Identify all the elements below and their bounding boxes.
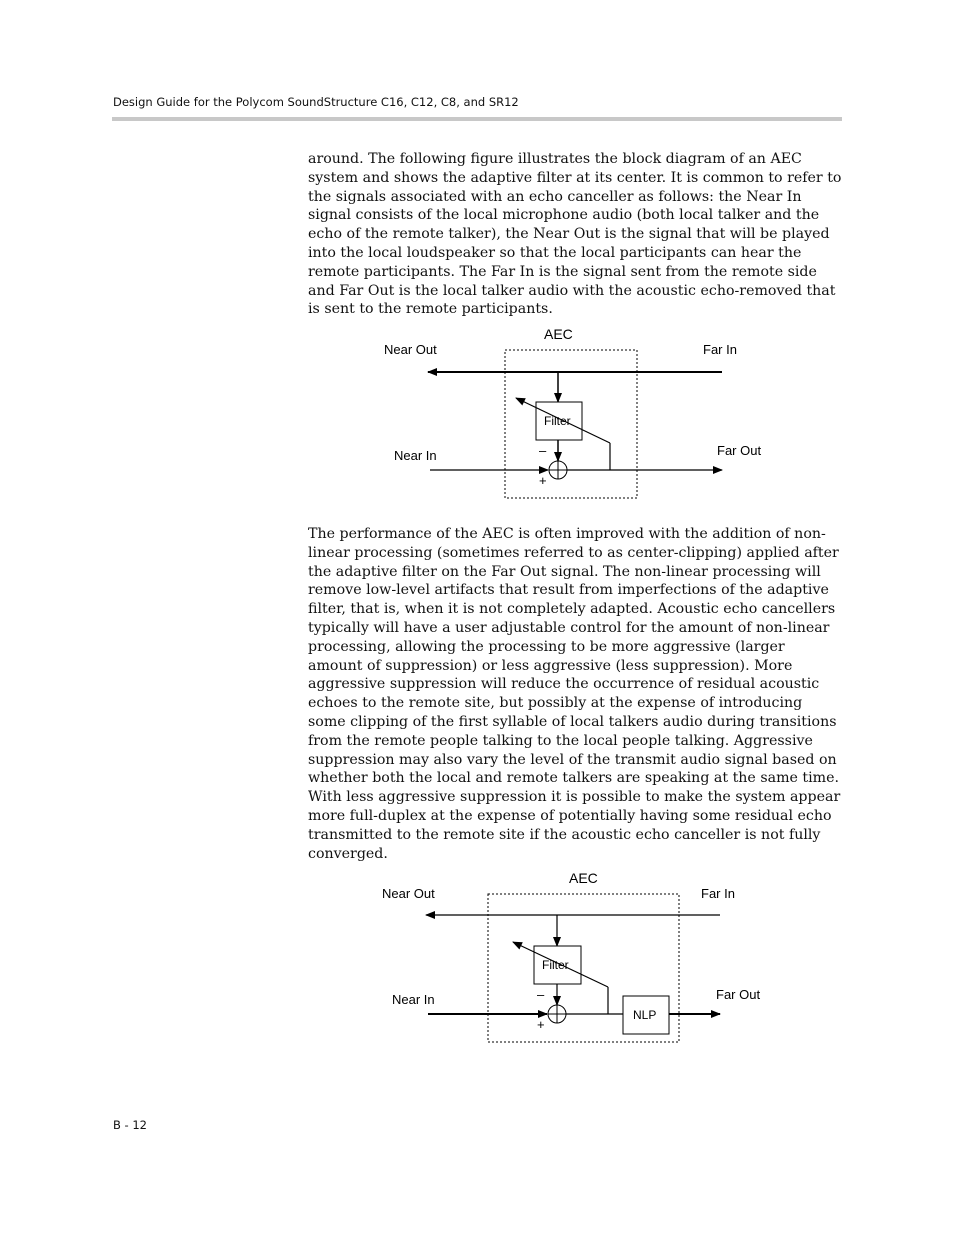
plus-sign: + [537,1017,545,1032]
page-number: B - 12 [113,1118,147,1132]
header-rule [112,117,842,121]
paragraph-aec-intro: around. The following figure illustrates the block diagram of an AEC system and shows the adaptive filter at its center. It is common to refer to the signals associated with an echo canceller as follows: the Near In signal consists of the local microphone audio (both local talker and the echo of the remote talker), the Near Out is the signal that will be played into the local loudspeaker so that the local participants can hear the remote participants. The Far In is the signal sent from the remote side and Far Out is the local talker audio with the acoustic echo-removed that is sent to the remote participants. [308,151,842,318]
near-out-label: Near Out [384,342,437,357]
near-in-label: Near In [392,992,435,1007]
near-out-label: Near Out [382,886,435,901]
nlp-label: NLP [633,1008,657,1022]
far-in-label: Far In [701,886,735,901]
minus-sign: – [537,987,545,1002]
filter-label: Filter [544,414,571,428]
aec-title: AEC [569,870,598,886]
aec-block-diagram [370,320,762,505]
aec-title: AEC [544,326,573,342]
running-header: Design Guide for the Polycom SoundStructure C16, C12, C8, and SR12 [113,95,519,109]
far-in-label: Far In [703,342,737,357]
paragraph-nlp: The performance of the AEC is often improved with the addition of non-linear processing (sometimes referred to as center-clipping) applied after the adaptive filter on the Far Out signal. The non-linear processing will remove low-level artifacts that result from imperfections of the adaptive filter, that is, when it is not completely adapted. Acoustic echo cancellers typically will have a user adjustable control for the amount of non-linear processing, allowing the processing to be more aggressive (larger amount of suppression) or less aggressive (less suppression). More aggressive suppression will reduce the occurrence of residual acoustic echoes to the remote site, but possibly at the expense of introducing some clipping of the first syllable of local talkers audio during transitions from the remote people talking to the local people talking. Aggressive suppression may also vary the level of the transmit audio signal based on whether both the local and remote talkers are speaking at the same time. With less aggressive suppression it is possible to make the system appear more full-duplex at the expense of potentially having some residual echo transmitted to the remote site if the acoustic echo canceller is not fully converged. [308,526,841,862]
plus-sign: + [539,473,547,488]
near-in-label: Near In [394,448,437,463]
minus-sign: – [539,443,547,458]
filter-label: Filter [542,958,569,972]
far-out-label: Far Out [716,987,761,1002]
aec-nlp-block-diagram [370,864,761,1049]
far-out-label: Far Out [717,443,762,458]
